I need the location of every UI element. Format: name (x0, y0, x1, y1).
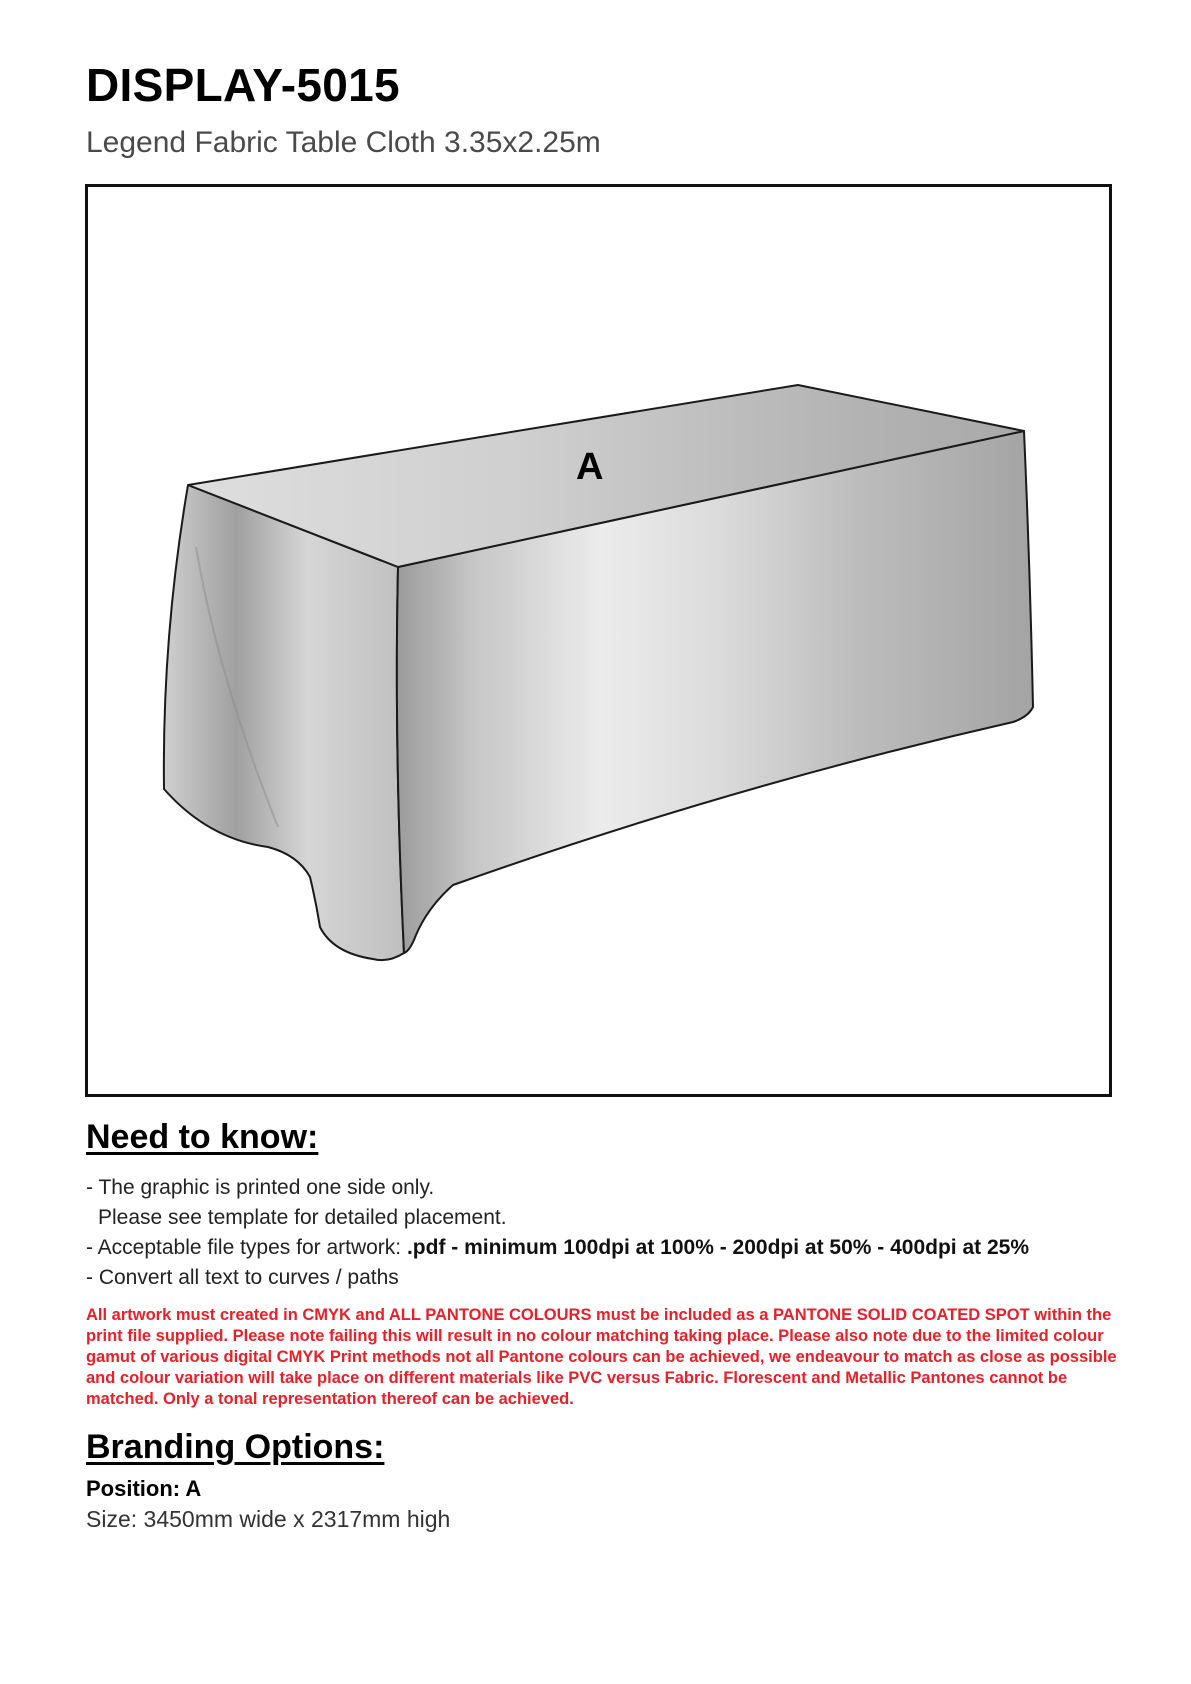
branding-position: Position: A (86, 1476, 202, 1501)
page-title: DISPLAY-5015 (86, 59, 400, 111)
note-file-types (86, 1236, 1029, 1260)
note-curves: - Convert all text to curves / paths (86, 1266, 399, 1289)
table-cloth-illustration-icon (88, 187, 1109, 1094)
file-types-label: - Acceptable file types for artwork: (86, 1236, 407, 1259)
note-template: Please see template for detailed placement. (98, 1206, 507, 1229)
need-to-know-heading: Need to know: (86, 1118, 319, 1156)
product-illustration-frame (85, 184, 1112, 1097)
page-subtitle: Legend Fabric Table Cloth 3.35x2.25m (86, 126, 601, 159)
colour-notice: All artwork must created in CMYK and ALL PANTONE COLOURS must be included as a PANTONE SOLID COATED SPOT within the print file supplied. Please note failing this will result in no colour matching taking place. Please also note due to the limited colour gamut of various digital CMYK Print methods not all Pantone colours can be achieved, we endeavour to match as close as possible and colour variation will take place on different materials like PVC versus Fabric. Florescent and Metallic Pantones cannot be matched. Only a tonal representation thereof can be achieved. (86, 1306, 1117, 1408)
branding-options-heading: Branding Options: (86, 1428, 385, 1466)
branding-size: Size: 3450mm wide x 2317mm high (86, 1506, 451, 1532)
position-a-marker: A (576, 446, 604, 488)
note-one-side: - The graphic is printed one side only. (86, 1176, 435, 1199)
file-types-value: .pdf - minimum 100dpi at 100% - 200dpi at 50% - 400dpi at 25% (406, 1236, 1029, 1259)
